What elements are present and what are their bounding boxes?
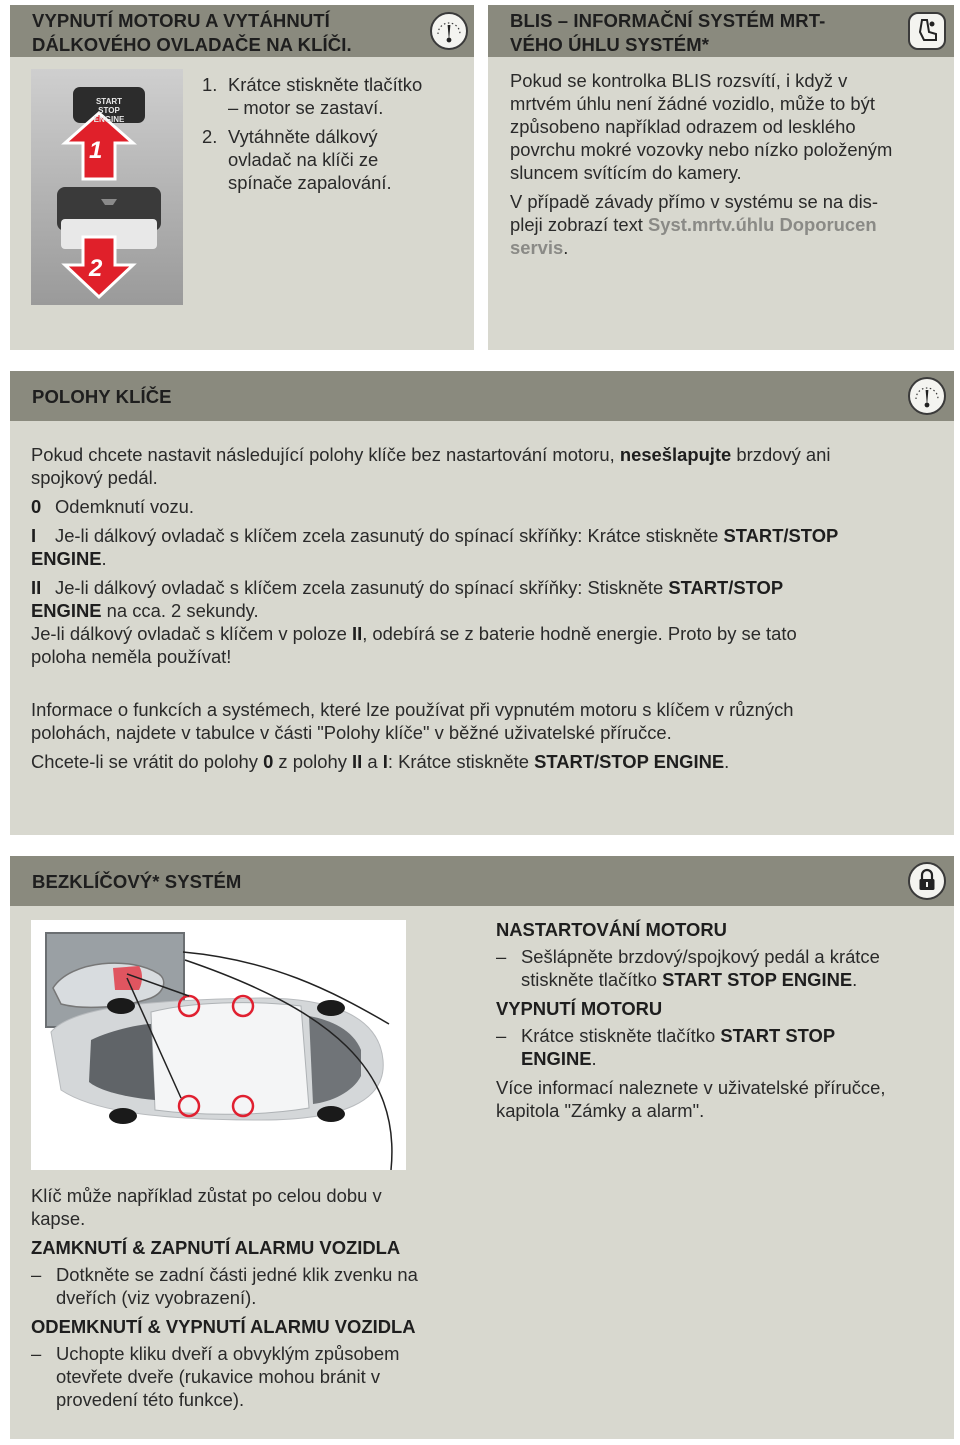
emphasis-text: II bbox=[352, 751, 363, 772]
key-position-II bbox=[31, 576, 936, 622]
position-text: Je-li dálkový ovladač s klíčem zcela zasunutý do spínací skříňky: Stiskněte bbox=[55, 577, 664, 598]
display-message-text: servis bbox=[510, 237, 564, 258]
text-span: kapse. bbox=[31, 1208, 86, 1229]
blis-text bbox=[510, 69, 950, 265]
button-label-line: STOP bbox=[98, 106, 120, 115]
step-text bbox=[228, 73, 422, 119]
blis-paragraph-1 bbox=[510, 69, 950, 184]
position-key: 0 bbox=[31, 496, 42, 517]
position-text: Je-li dálkový ovladač s klíčem zcela zasunutý do spínací skříňky: Krátce stiskněte bbox=[55, 525, 719, 546]
start-engine-instruction bbox=[496, 945, 946, 991]
text-span: : Krátce stiskněte bbox=[387, 751, 529, 772]
step-number: 2. bbox=[202, 126, 218, 147]
key-position-0 bbox=[31, 495, 936, 518]
text-span: . bbox=[563, 237, 569, 258]
section-key-positions-header bbox=[10, 371, 954, 421]
text-span: dveřích (viz vyobrazení). bbox=[56, 1287, 257, 1308]
step-item bbox=[202, 125, 462, 194]
section-keyless-title: BEZKLÍČOVÝ* SYSTÉM bbox=[32, 871, 242, 892]
text-span: Je-li dálkový ovladač s klíčem v poloze bbox=[31, 623, 347, 644]
lock-alarm-heading: ZAMKNUTÍ & ZAPNUTÍ ALARMU VOZIDLA bbox=[31, 1237, 401, 1258]
button-label-line: START bbox=[95, 97, 123, 106]
arrow-1-label: 1 bbox=[89, 137, 103, 164]
step-line: Krátce stiskněte tlačítko bbox=[228, 74, 423, 95]
emphasis-text: START/STOP ENGINE bbox=[534, 751, 725, 772]
section-key-positions-panel bbox=[10, 371, 954, 835]
start-stop-button-label bbox=[83, 97, 135, 124]
arrow-2-label: 2 bbox=[89, 255, 103, 282]
emphasis-text: I bbox=[382, 751, 388, 772]
title-line-2: DÁLKOVÉHO OVLADAČE NA KLÍČI. bbox=[32, 34, 352, 55]
step-number: 1. bbox=[202, 74, 218, 95]
text-span: kapitola "Zámky a alarm". bbox=[496, 1100, 705, 1121]
emphasis-text: 0 bbox=[263, 751, 274, 772]
emphasis-text: START STOP ENGINE bbox=[662, 969, 853, 990]
position-key: II bbox=[31, 577, 42, 598]
section-key-positions-title: POLOHY KLÍČE bbox=[32, 386, 172, 407]
emphasis-text: START STOP bbox=[720, 1025, 836, 1046]
text-span: , odebírá se z baterie hodně energie. Proto by se tato bbox=[362, 623, 797, 644]
return-paragraph bbox=[31, 750, 936, 773]
text-span: na cca. 2 sekundy. bbox=[106, 600, 259, 621]
title-line-1: BLIS – INFORMAČNÍ SYSTÉM MRT- bbox=[510, 10, 826, 31]
stop-engine-heading: VYPNUTÍ MOTORU bbox=[496, 998, 663, 1019]
section-engine-off-panel bbox=[10, 5, 474, 350]
instruction-text bbox=[521, 1024, 835, 1070]
step-item bbox=[202, 73, 462, 119]
step-line: ovladač na klíči ze bbox=[228, 149, 379, 170]
unlock-alarm-instruction bbox=[31, 1342, 481, 1411]
lock-icon bbox=[908, 862, 946, 900]
instruction-text bbox=[56, 1342, 399, 1411]
emphasis-text: START/STOP bbox=[723, 525, 839, 546]
text-span: a bbox=[367, 751, 378, 772]
text-line: mrtvém úhlu není žádné vozidlo, může to být bbox=[510, 93, 875, 114]
instruction-text bbox=[521, 945, 880, 991]
section-blis-header bbox=[488, 5, 954, 57]
step-text bbox=[228, 125, 392, 194]
text-span: Dotkněte se zadní části jedné klik zvenku na bbox=[56, 1264, 418, 1285]
section-engine-off-title bbox=[32, 9, 352, 57]
section-engine-off-header bbox=[10, 5, 474, 57]
text-span: Krátce stiskněte tlačítko bbox=[521, 1025, 716, 1046]
lock-alarm-instruction bbox=[31, 1263, 481, 1309]
more-info-paragraph bbox=[496, 1076, 946, 1122]
step-line: – motor se zastaví. bbox=[228, 97, 384, 118]
dash-marker: – bbox=[31, 1264, 42, 1285]
text-span: z polohy bbox=[278, 751, 347, 772]
emphasis-text: ENGINE bbox=[31, 600, 102, 621]
text-line: Pokud se kontrolka BLIS rozsvítí, i když v bbox=[510, 70, 848, 91]
keyless-right-column bbox=[496, 918, 946, 1128]
position-text: Odemknutí vozu. bbox=[55, 496, 195, 517]
section-keyless-panel bbox=[10, 856, 954, 1439]
section-keyless-header bbox=[10, 856, 954, 906]
position-II-warning bbox=[31, 622, 936, 668]
text-span: poloha neměla používat! bbox=[31, 646, 232, 667]
gauge-icon bbox=[430, 12, 468, 50]
text-line: povrchu mokré vozovky nebo nízko položeným bbox=[510, 139, 893, 160]
text-line bbox=[510, 236, 950, 259]
dash-marker: – bbox=[496, 946, 507, 967]
text-span: Informace o funkcích a systémech, které lze používat při vypnutém motoru s klíčem v různých bbox=[31, 699, 794, 720]
intro-paragraph bbox=[31, 443, 936, 489]
emphasis-text: ENGINE bbox=[521, 1048, 592, 1069]
section-blis-title bbox=[510, 9, 825, 57]
text-span: Chcete-li se vrátit do polohy bbox=[31, 751, 258, 772]
keyless-door-handle-figure bbox=[31, 920, 406, 1170]
emphasis-text: ENGINE bbox=[31, 548, 102, 569]
text-span: . bbox=[101, 548, 107, 569]
key-position-I bbox=[31, 524, 936, 570]
text-line: V případě závady přímo v systému se na dis- bbox=[510, 191, 878, 212]
step-line: Vytáhněte dálkový bbox=[228, 126, 378, 147]
text-span: pleji zobrazí text bbox=[510, 214, 643, 235]
dash-marker: – bbox=[496, 1025, 507, 1046]
emphasis-text: nesešlapujte bbox=[619, 444, 732, 465]
text-span: Uchopte kliku dveří a obvyklým způsobem bbox=[56, 1343, 400, 1364]
text-span: brzdový ani bbox=[736, 444, 831, 465]
info-paragraph bbox=[31, 698, 936, 744]
seat-icon bbox=[908, 12, 946, 50]
title-line-2: VÉHO ÚHLU SYSTÉM* bbox=[510, 34, 710, 55]
text-span: . bbox=[591, 1048, 597, 1069]
text-span: otevřete dveře (rukavice mohou bránit v bbox=[56, 1366, 381, 1387]
text-span: Více informací naleznete v uživatelské příručce, bbox=[496, 1077, 886, 1098]
text-span: Sešlápněte brzdový/spojkový pedál a krátce bbox=[521, 946, 880, 967]
text-span: Pokud chcete nastavit následující polohy klíče bez nastartování motoru, bbox=[31, 444, 615, 465]
emphasis-text: II bbox=[351, 623, 363, 644]
text-span: provedení této funkce). bbox=[56, 1389, 245, 1410]
stop-engine-instruction bbox=[496, 1024, 946, 1070]
step-line: spínače zapalování. bbox=[228, 172, 392, 193]
gauge-icon bbox=[908, 377, 946, 415]
key-positions-text bbox=[31, 443, 936, 779]
unlock-alarm-heading: ODEMKNUTÍ & VYPNUTÍ ALARMU VOZIDLA bbox=[31, 1316, 416, 1337]
text-span: spojkový pedál. bbox=[31, 467, 158, 488]
car-top-view-illustration bbox=[31, 920, 406, 1170]
start-engine-heading: NASTARTOVÁNÍ MOTORU bbox=[496, 919, 727, 940]
key-removal-figure bbox=[31, 69, 183, 305]
instruction-text bbox=[56, 1263, 418, 1309]
text-span: . bbox=[724, 751, 730, 772]
engine-off-steps bbox=[202, 73, 462, 200]
text-span: stiskněte tlačítko bbox=[521, 969, 657, 990]
keyless-left-column bbox=[31, 1184, 481, 1417]
text-line bbox=[510, 213, 950, 236]
section-blis-panel bbox=[488, 5, 954, 350]
text-span: Klíč může například zůstat po celou dobu v bbox=[31, 1185, 382, 1206]
text-line: způsobeno například odrazem od lesklého bbox=[510, 116, 856, 137]
text-span: polohách, najdete v tabulce v části "Polohy klíče" v běžné uživatelské příručce. bbox=[31, 722, 672, 743]
display-message-text: Syst.mrtv.úhlu Doporucen bbox=[648, 214, 877, 235]
emphasis-text: START/STOP bbox=[668, 577, 784, 598]
key-in-pocket-paragraph bbox=[31, 1184, 481, 1230]
text-line: sluncem svítícím do kamery. bbox=[510, 162, 742, 183]
position-key: I bbox=[31, 525, 37, 546]
blis-paragraph-2 bbox=[510, 190, 950, 259]
text-span: . bbox=[852, 969, 858, 990]
button-label-line: ENGINE bbox=[93, 115, 125, 124]
dash-marker: – bbox=[31, 1343, 42, 1364]
title-line-1: VYPNUTÍ MOTORU A VYTÁHNUTÍ bbox=[32, 10, 330, 31]
